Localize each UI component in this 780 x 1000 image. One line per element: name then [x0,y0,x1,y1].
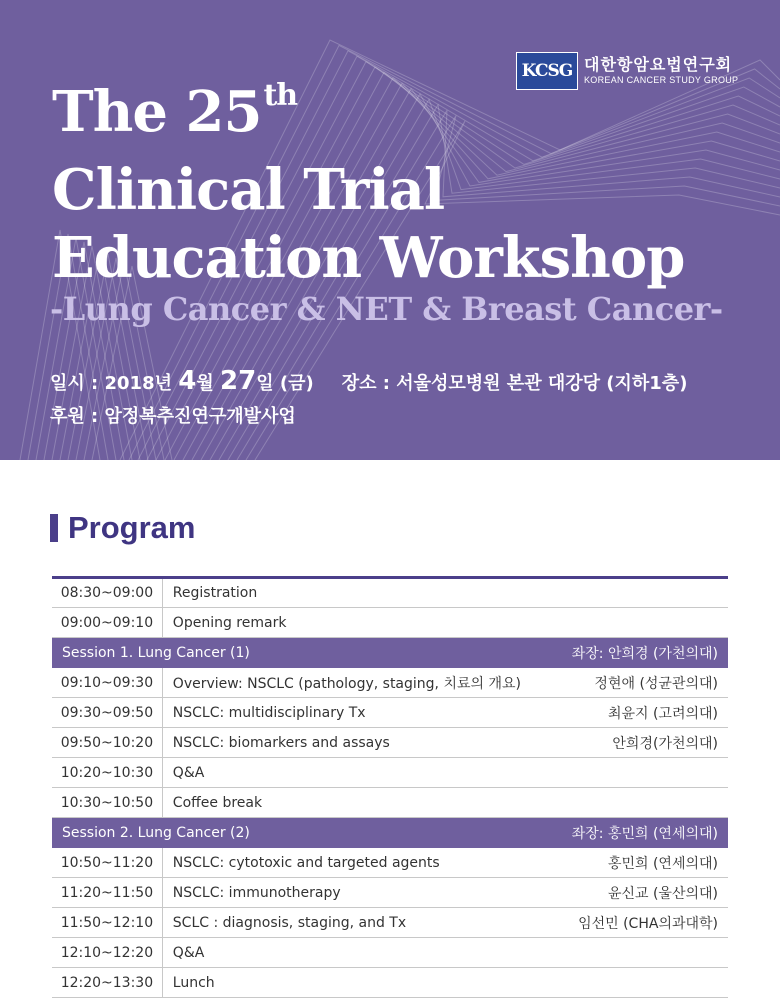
program-time: 10:30~10:50 [52,788,162,818]
session-title: Session 1. Lung Cancer (1) [52,638,531,668]
program-time: 12:10~12:20 [52,938,162,968]
session-header-row [52,818,728,848]
program-time: 10:50~11:20 [52,848,162,878]
program-row [52,878,728,908]
program-row [52,758,728,788]
logo-korean-name: 대한항암요법연구회 [584,55,733,74]
program-table [52,576,728,998]
date-day-unit: 일 (금) [256,373,314,394]
workshop-subtitle: -Lung Cancer & NET & Breast Cancer- [50,290,723,328]
date-month-unit: 월 [196,373,221,394]
session-header-row [52,638,728,668]
program-row [52,668,728,698]
program-title: Coffee break [162,788,531,818]
program-speaker [531,938,728,968]
program-time: 08:30~09:00 [52,578,162,608]
program-time: 11:20~11:50 [52,878,162,908]
header-banner [0,0,780,460]
program-title: Registration [162,578,531,608]
program-heading [50,510,195,546]
program-speaker [531,608,728,638]
program-time: 11:50~12:10 [52,908,162,938]
title-line-2: Clinical Trial [52,157,445,223]
program-speaker [531,788,728,818]
workshop-title [52,78,684,292]
program-title: NSCLC: biomarkers and assays [162,728,531,758]
program-row [52,608,728,638]
date-label: 일시 : 2018년 [50,373,179,394]
venue-text: 장소 : 서울성모병원 본관 대강당 (지하1층) [341,373,688,394]
program-speaker: 안희경(가천의대) [531,728,728,758]
program-heading-text: Program [68,510,196,545]
program-row [52,848,728,878]
program-speaker [531,578,728,608]
program-title: Lunch [162,968,531,998]
program-speaker: 홍민희 (연세의대) [531,848,728,878]
program-title: Opening remark [162,608,531,638]
program-title: NSCLC: immunotherapy [162,878,531,908]
program-row [52,968,728,998]
program-title: SCLC : diagnosis, staging, and Tx [162,908,531,938]
program-row [52,698,728,728]
session-chair: 좌장: 홍민희 (연세의대) [531,818,728,848]
program-time: 09:30~09:50 [52,698,162,728]
program-speaker: 정현애 (성균관의대) [531,668,728,698]
program-time: 09:50~10:20 [52,728,162,758]
date-day: 27 [220,366,257,396]
program-title: Q&A [162,938,531,968]
program-row [52,578,728,608]
title-number: The 25 [52,79,262,145]
heading-bar [50,514,58,542]
program-speaker: 최윤지 (고려의대) [531,698,728,728]
title-line-1 [52,78,684,156]
program-title: NSCLC: multidisciplinary Tx [162,698,531,728]
program-title: NSCLC: cytotoxic and targeted agents [162,848,531,878]
program-row [52,728,728,758]
kcsg-logo-mark: KCSG [516,52,578,90]
session-title: Session 2. Lung Cancer (2) [52,818,531,848]
program-row [52,788,728,818]
program-speaker [531,758,728,788]
sponsor-line: 후원 : 암정복추진연구개발사업 [50,406,296,427]
program-title: Q&A [162,758,531,788]
program-title: Overview: NSCLC (pathology, staging, 치료의 개요) [162,668,531,698]
session-chair: 좌장: 안희경 (가천의대) [531,638,728,668]
program-time: 10:20~10:30 [52,758,162,788]
program-time: 09:00~09:10 [52,608,162,638]
program-speaker: 윤신교 (울산의대) [531,878,728,908]
title-line-3: Education Workshop [52,225,685,291]
logo-english-name: KOREAN CANCER STUDY GROUP [584,75,739,85]
program-row [52,908,728,938]
date-venue-line [50,366,687,396]
title-ordinal: th [263,78,298,113]
program-time: 09:10~09:30 [52,668,162,698]
program-time: 12:20~13:30 [52,968,162,998]
date-month: 4 [178,366,197,396]
program-speaker: 임선민 (CHA의과대학) [531,908,728,938]
program-speaker [531,968,728,998]
program-row [52,938,728,968]
